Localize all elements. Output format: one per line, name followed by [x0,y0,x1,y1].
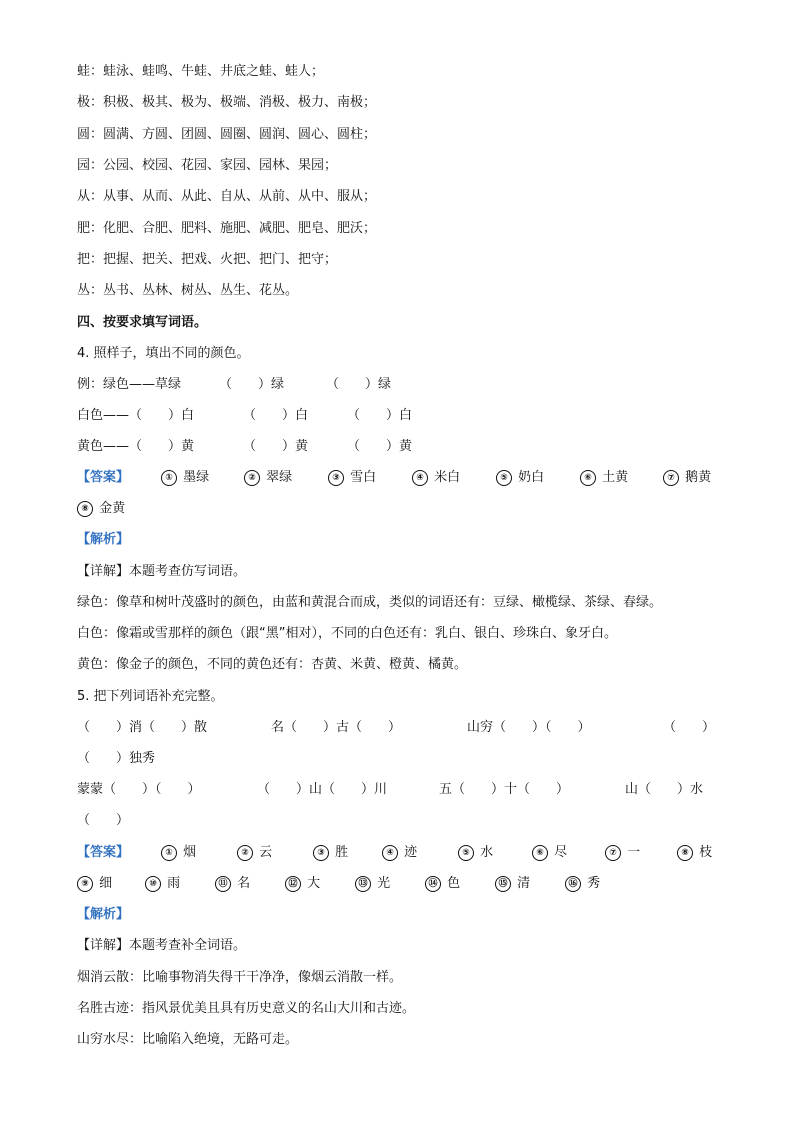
q4-example-row [77,375,727,395]
q5-blank-item: 山（ ）水 [625,782,704,797]
q5-blank-item: 蒙蒙（ ）（ ） [77,782,201,797]
explanation-line: 烟消云散：比喻事物消失得干干净净，像烟云消散一样。 [77,970,403,985]
answer-item: ⑬ 光 [355,874,390,894]
answer-item: ⑤ 水 [458,843,493,863]
section-title: 四、按要求填写词语。 [77,315,208,330]
q5-answer-row [77,843,727,863]
q4-white-row [77,406,727,426]
answer-item: ⑥ 土黄 [580,468,628,488]
explanation-line: 名胜古迹：指风景优美且具有历史意义的名山大川和古迹。 [77,1001,416,1016]
answer-tag: 【答案】 [77,845,130,860]
answer-item: ⑫ 大 [285,874,320,894]
q4-answer-row-2 [77,499,727,519]
answer-item: ⑦ 一 [605,843,640,863]
q5-blank-item: 名（ ）古（ ） [271,720,402,735]
q4-white-cell: （ ）白 [347,408,413,423]
explanation-line: 白色：像霜或雪那样的颜色（跟“黑”相对），不同的白色还有：乳白、银白、珍珠白、象牙白。 [77,626,617,641]
q5-row [77,811,727,831]
word-line: 极：积极、极其、极为、极端、消极、极力、南极； [77,95,377,110]
answer-item: ⑩ 雨 [145,874,180,894]
q4-answer-row [77,468,727,488]
q4-white-cell: （ ）白 [243,408,309,423]
explanation-line: 黄色：像金子的颜色，不同的黄色还有：杏黄、米黄、橙黄、橘黄。 [77,657,468,672]
word-line: 从：从事、从而、从此、自从、从前、从中、服从； [77,189,377,204]
explanation-line: 绿色：像草和树叶茂盛时的颜色，由蓝和黄混合而成，类似的词语还有：豆绿、橄榄绿、茶绿、春绿。 [77,595,663,610]
q5-row [77,749,727,769]
q4-yellow-cell: 黄色——（ ）黄 [77,439,195,454]
answer-item: ③ 胜 [313,843,348,863]
q4-white-cell: 白色——（ ）白 [77,408,195,423]
q4-example-cell: （ ）绿 [326,377,392,392]
q4-example-cell: （ ）绿 [219,377,285,392]
answer-item: ① 墨绿 [161,468,209,488]
word-line: 肥：化肥、合肥、肥料、施肥、减肥、肥皂、肥沃； [77,221,377,236]
q5-blank-item: 五（ ）十（ ） [439,782,570,797]
detail-line: 【详解】本题考查补全词语。 [77,938,247,953]
answer-item: ⑪ 名 [215,874,250,894]
answer-item: ⑧ 枝 [677,843,712,863]
answer-item: ⑯ 秀 [565,874,600,894]
answer-tag: 【答案】 [77,470,130,485]
word-line: 蛙：蛙泳、蛙鸣、牛蛙、井底之蛙、蛙人； [77,64,325,79]
answer-item: ② 云 [237,843,272,863]
answer-item: ⑦ 鹅黄 [663,468,711,488]
q5-prompt: 5. 把下列词语补充完整。 [77,689,224,704]
answer-item: ⑮ 清 [495,874,530,894]
q5-blank-item: （ ）山（ ）川 [257,782,388,797]
word-line: 圆：圆满、方圆、团圆、圆圈、圆润、圆心、圆柱； [77,127,377,142]
answer-item: ④ 迹 [382,843,417,863]
q4-yellow-row [77,437,727,457]
answer-item: ⑨ 细 [77,874,112,894]
word-line: 丛：丛书、丛林、树丛、丛生、花丛。 [77,283,299,298]
answer-item: ⑥ 尽 [532,843,567,863]
answer-item: ⑤ 奶白 [496,468,544,488]
q5-row [77,718,727,738]
word-line: 把：把握、把关、把戏、火把、把门、把守； [77,252,338,267]
q4-prompt: 4. 照样子，填出不同的颜色。 [77,346,250,361]
q5-blank-item: （ ） [663,720,716,735]
answer-item: ① 烟 [161,843,196,863]
answer-item: ② 翠绿 [244,468,292,488]
analysis-tag: 【解析】 [77,532,130,547]
q5-blank-item: 山穷（ ）（ ） [467,720,591,735]
q5-blank-item: （ ）独秀 [77,751,156,766]
answer-item: ③ 雪白 [328,468,376,488]
explanation-line: 山穷水尽：比喻陷入绝境，无路可走。 [77,1032,299,1047]
word-line: 园：公园、校园、花园、家园、园林、果园； [77,158,338,173]
answer-item: ⑭ 色 [425,874,460,894]
q4-yellow-cell: （ ）黄 [347,439,413,454]
q5-blank-item: （ ） [77,813,130,828]
analysis-tag: 【解析】 [77,907,130,922]
q4-yellow-cell: （ ）黄 [243,439,309,454]
q5-blank-item: （ ）消（ ）散 [77,720,208,735]
q5-row [77,780,727,800]
q4-example-cell: 例：绿色——草绿 [77,377,182,392]
q5-answer-row-2 [77,874,727,894]
answer-item: ⑧ 金黄 [77,499,125,519]
detail-line: 【详解】本题考查仿写词语。 [77,564,247,579]
answer-item: ④ 米白 [412,468,460,488]
